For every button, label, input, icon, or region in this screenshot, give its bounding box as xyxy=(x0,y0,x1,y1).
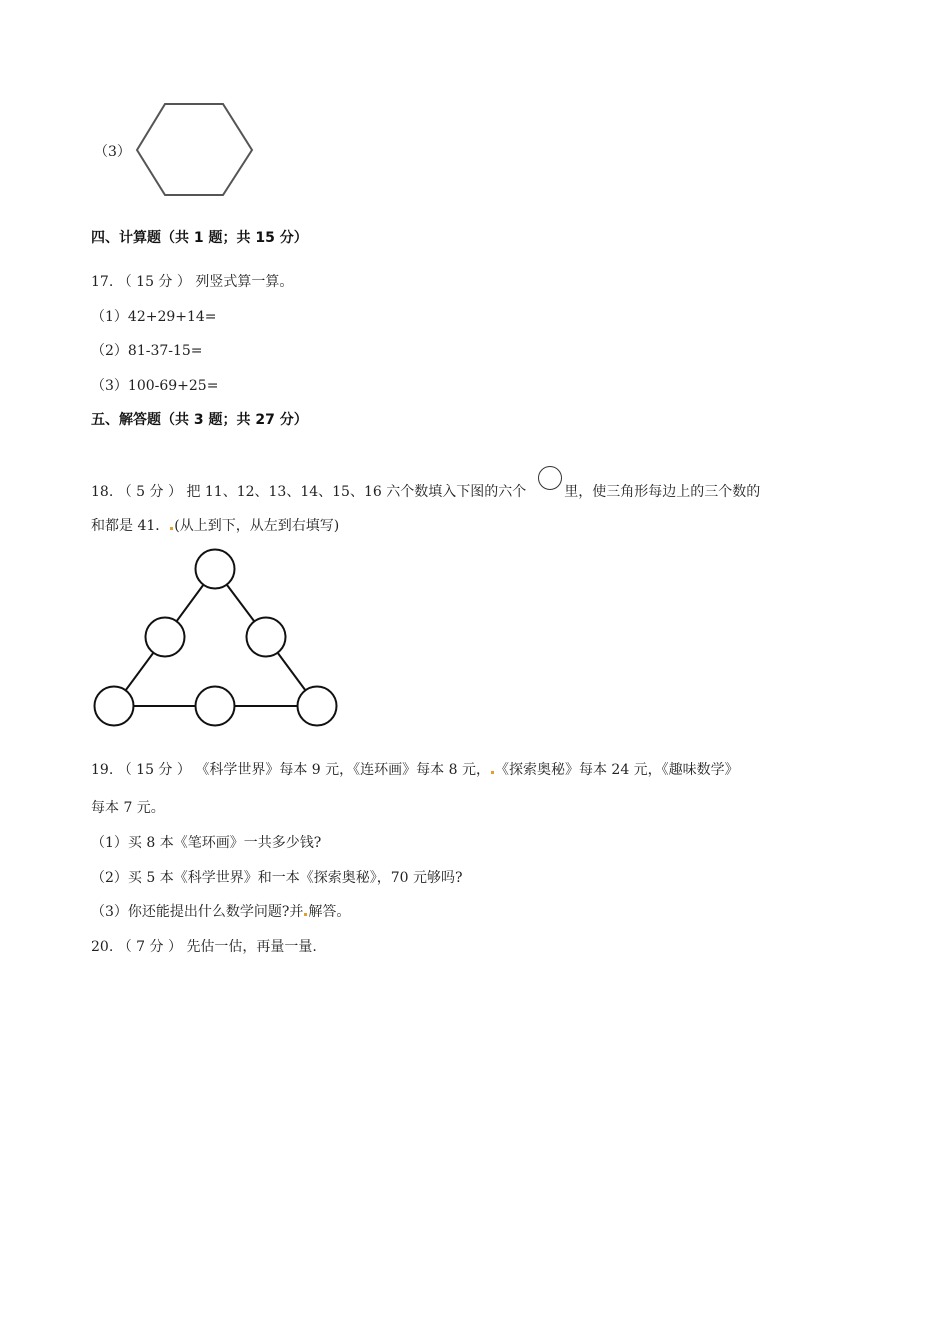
hexagon-figure xyxy=(130,100,260,200)
question-number: 18. xyxy=(91,484,114,500)
question-17 xyxy=(91,272,293,292)
circle-icon xyxy=(538,466,562,490)
triangle-circles-diagram xyxy=(85,545,345,735)
question-points: （ 15 分 ） xyxy=(117,274,191,290)
q19-part-2: （2）买 5 本《科学世界》和一本《探索奥秘》，70 元够吗? xyxy=(91,870,463,886)
circle-top xyxy=(196,550,235,589)
question-points: （ 5 分 ） xyxy=(117,484,182,500)
question-number: 19. xyxy=(91,762,114,778)
q17-part-2: （2）81-37-15= xyxy=(91,343,203,359)
question-number: 20. xyxy=(91,939,114,955)
mark-dot xyxy=(304,913,307,916)
q17-part-1: （1）42+29+14= xyxy=(91,309,217,325)
question-prompt: 先估一估，再量一量. xyxy=(186,939,317,955)
question-points: （ 7 分 ） xyxy=(117,939,182,955)
question-prompt: 列竖式算一算。 xyxy=(195,274,294,290)
mark-dot xyxy=(170,527,173,530)
question-number: 17. xyxy=(91,274,114,290)
q19-part-3 xyxy=(91,902,350,922)
circle-bottom-mid xyxy=(196,687,235,726)
section-heading-calculation: 四、计算题（共 1 题；共 15 分） xyxy=(91,230,308,246)
question-18-line2 xyxy=(91,516,339,536)
question-text-cont: 里，使三角形每边上的三个数的 xyxy=(564,484,761,500)
mark-dot xyxy=(491,771,494,774)
circle-bottom-left xyxy=(95,687,134,726)
item-label-3: （3） xyxy=(94,144,131,160)
q19-part-3-a: （3）你还能提出什么数学问题?并 xyxy=(91,904,304,920)
circle-mid-right xyxy=(247,618,286,657)
question-19-line2: 每本 7 元。 xyxy=(91,800,165,816)
question-text: 《科学世界》每本 9 元，《连环画》每本 8 元， xyxy=(195,762,490,778)
q18-instruction: (从上到下，从左到右填写) xyxy=(174,518,340,534)
q19-part-1: （1）买 8 本《笔环画》一共多少钱? xyxy=(91,835,322,851)
q18-sum-text: 和都是 41． xyxy=(91,518,170,534)
question-text-cont: 《探索奥秘》每本 24 元，《趣味数学》 xyxy=(494,762,739,778)
question-19 xyxy=(91,760,739,780)
question-text: 把 11、12、13、14、15、16 六个数填入下图的六个 xyxy=(186,484,527,500)
question-20 xyxy=(91,937,317,957)
q17-part-3: （3）100-69+25= xyxy=(91,378,219,394)
section-heading-word-problems: 五、解答题（共 3 题；共 27 分） xyxy=(91,412,308,428)
q19-part-3-b: 解答。 xyxy=(308,904,351,920)
circle-bottom-right xyxy=(298,687,337,726)
question-18 xyxy=(91,466,760,502)
question-points: （ 15 分 ） xyxy=(117,762,191,778)
circle-mid-left xyxy=(146,618,185,657)
